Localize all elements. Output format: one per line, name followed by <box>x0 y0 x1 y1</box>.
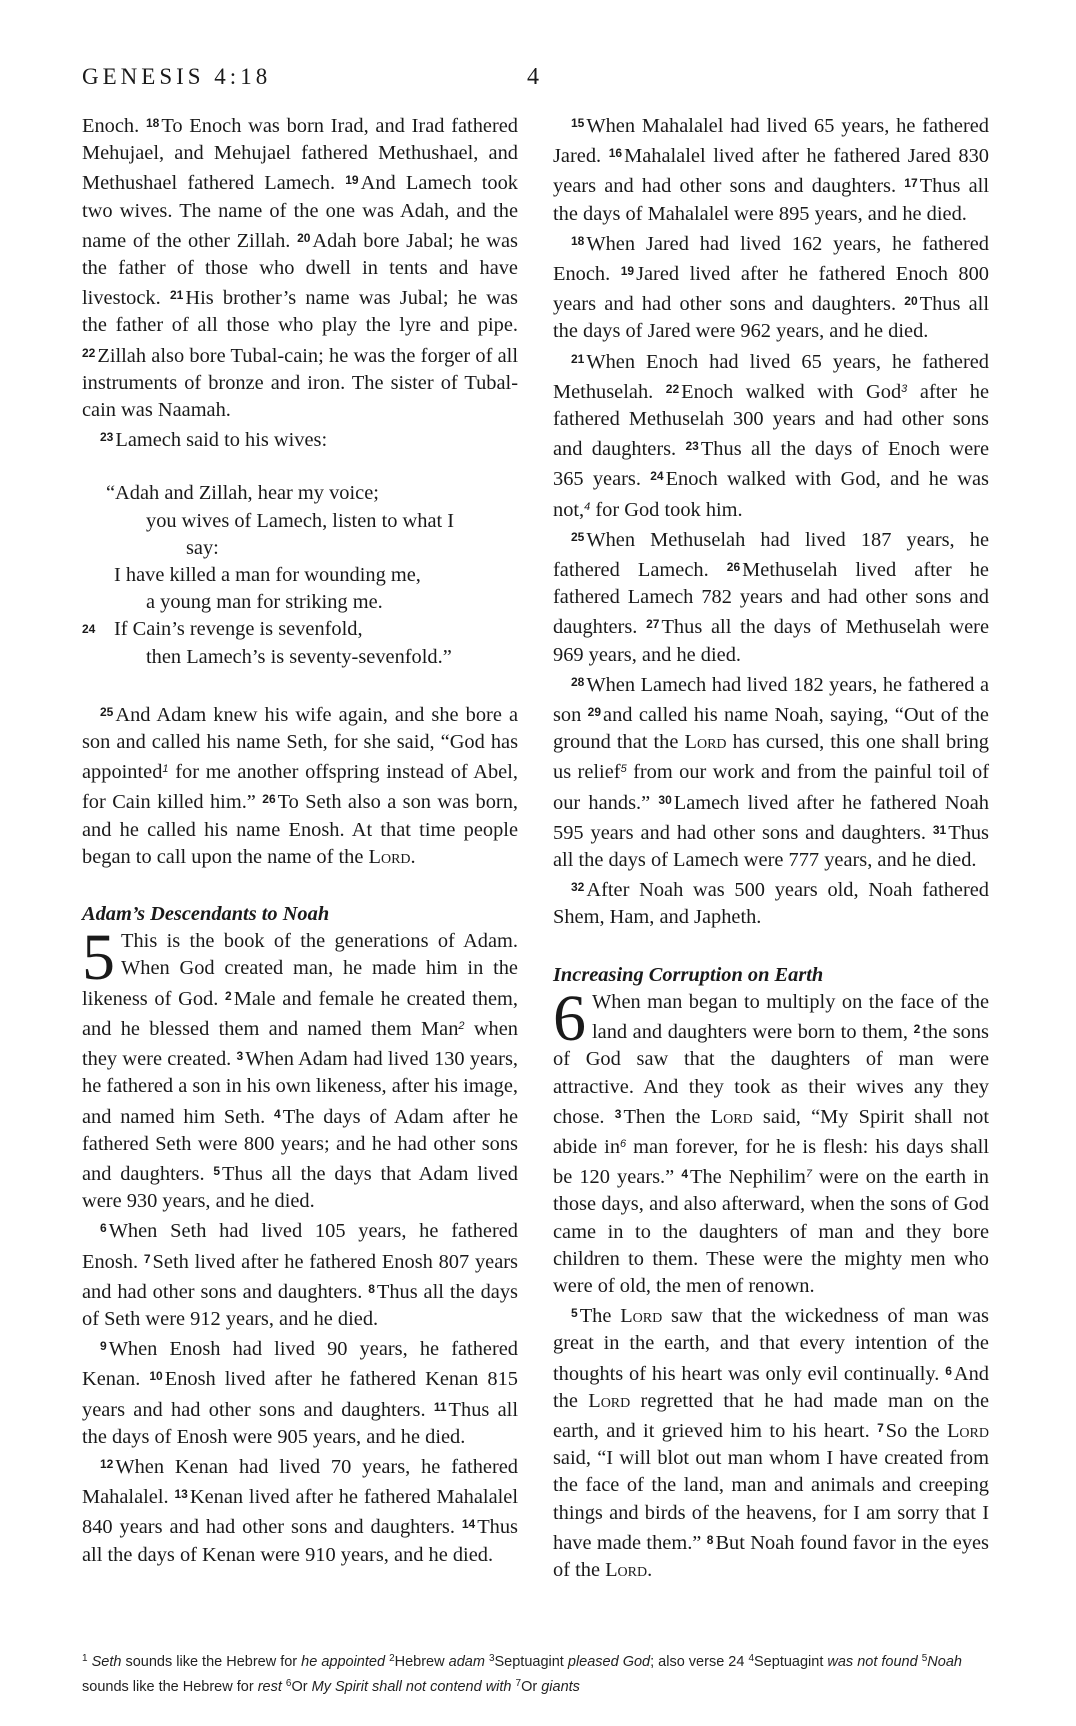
poem-line: then Lamech’s is seventy-sevenfold.” <box>146 645 452 668</box>
verse-number: 24 <box>82 622 96 637</box>
verse-number: 21 <box>571 351 585 366</box>
footnote-marker: 2 <box>458 1019 465 1032</box>
verse-number: 4 <box>274 1106 281 1121</box>
verse-number: 10 <box>149 1369 163 1384</box>
poem-line: you wives of Lamech, listen to what I <box>146 509 455 532</box>
paragraph: $^{28}$When Lamech had lived 182 years, he fathered a son $^{29}$and called his name Noah, saying, “Out of the ground that the Lord has cursed, this one shall bring us relief$^5$ from our work and from the painful toil of our hands.” $^{30}$Lamech lived after he fathered Noah 595 years and had other sons and daughters. $^{31}$Thus all the days of Lamech were 777 years, and he died. <box>553 673 989 872</box>
verse-number: 11 <box>433 1399 447 1414</box>
poem-line: 24 If Cain’s revenge is sevenfold, <box>82 616 518 643</box>
paragraph: $^{15}$When Mahalalel had lived 65 years, he fathered Jared. $^{16}$Mahalalel lived after he fathered Jared 830 years and had other sons and daughters. $^{17}$Thus all the days of Mahalalel were 895 years, and he died. <box>553 115 990 225</box>
verse-number: 19 <box>620 264 635 279</box>
left-column <box>82 110 518 1569</box>
verse-number: 20 <box>297 230 311 245</box>
verse-number: 25 <box>571 529 585 544</box>
poem-line: say: <box>186 536 219 559</box>
paragraph: Enoch. $^{18}$To Enoch was born Irad, and Irad fathered Mehujael, and Mehujael fathered Methushael, and Methushael fathered Lamech. $^{19}$And Lamech took two wives. The name of the one was Adah, and the name of the other Zillah. $^{20}$Adah bore Jabal; he was the father of those who dwell in tents and have livestock. $^{21}$His brother’s name was Jubal; he was the father of all those who play the lyre and pipe. $^{22}$Zillah also bore Tubal-cain; he was the forger of all instruments of bronze and iron. The sister of Tubal-cain was Naamah. <box>82 115 518 422</box>
chapter-number: 5 <box>82 921 115 995</box>
chapter-5-paragraph: 5 This is the book of the generations of Adam. When God created man, he made him in the likeness of God. $^2$Male and female he created them, and he blessed them and named them Man$^2$ when they were created. $^3$When Adam had lived 130 years, he fathered a son in his own likeness, after his image, and named him Seth. $^4$The days of Adam after he fathered Seth were 800 years; and he had other sons and daughters. $^5$Thus all the days that Adam lived were 930 years, and he died. <box>82 921 519 1213</box>
paragraph: $^{32}$After Noah was 500 years old, Noah fathered Shem, Ham, and Japheth. <box>553 879 989 929</box>
verse-number: 7 <box>877 1420 884 1435</box>
verse-number: 5 <box>571 1306 578 1321</box>
paragraph: $^{23}$Lamech said to his wives: <box>100 429 328 452</box>
page-number: 4 <box>527 64 539 90</box>
paragraph: $^{25}$When Methuselah had lived 187 years, he fathered Lamech. $^{26}$Methuselah lived after he fathered Lamech 782 years and had other sons and daughters. $^{27}$Thus all the days of Methuselah were 969 years, and he died. <box>553 528 990 666</box>
verse-number: 23 <box>685 439 699 454</box>
footnote-marker: 6 <box>620 1137 627 1150</box>
verse-number: 27 <box>646 617 660 632</box>
poem-line: I have killed a man for wounding me, <box>114 564 421 587</box>
verse-number: 2 <box>913 1022 921 1037</box>
poem-line: a young man for striking me. <box>146 591 383 614</box>
paragraph: $^6$When Seth had lived 105 years, he fathered Enosh. $^7$Seth lived after he fathered Enosh 807 years and had other sons and daughters. $^8$Thus all the days of Seth were 912 years, and he died. <box>82 1220 518 1330</box>
verse-number: 3 <box>614 1106 622 1121</box>
verse-number: 22 <box>665 381 680 396</box>
running-head: GENESIS 4:18 <box>82 64 272 89</box>
poem-line: “Adah and Zillah, hear my voice; <box>106 482 379 505</box>
verse-number: 2 <box>225 988 232 1003</box>
paragraph: $^5$The Lord saw that the wickedness of man was great in the earth, and that every intention of the thoughts of his heart was only evil continually. $^6$And the Lord regretted that he had made man on the earth, and it grieved him to his heart. $^7$So the Lord said, “I will blot out man whom I have created from the face of the land, man and animals and creeping things and birds of the heavens, for I am sorry that I have made them.” $^8$But Noah found favor in the eyes of the Lord. <box>553 1305 990 1581</box>
verse-number: 7 <box>143 1251 151 1266</box>
paragraph: $^{12}$When Kenan had lived 70 years, he fathered Mahalalel. $^{13}$Kenan lived after he fathered Mahalalel 840 years and had other sons and daughters. $^{14}$Thus all the days of Kenan were 910 years, and he died. <box>82 1455 518 1566</box>
chapter-number: 6 <box>553 981 586 1055</box>
footnote-marker: 4 <box>584 500 591 513</box>
section-heading: Adam’s Descendants to Noah <box>82 903 330 926</box>
verse-number: 18 <box>145 116 160 130</box>
verse-number: 16 <box>608 146 623 161</box>
verse-number: 29 <box>587 705 602 720</box>
poem <box>82 480 518 670</box>
right-column <box>553 110 989 1584</box>
verse-number: 5 <box>213 1163 220 1178</box>
verse-number: 17 <box>904 176 918 191</box>
verse-number: 22 <box>82 345 96 360</box>
verse-number: 9 <box>100 1339 107 1354</box>
verse-number: 26 <box>726 560 741 575</box>
verse-number: 24 <box>650 469 664 484</box>
verse-number: 23 <box>100 430 114 445</box>
chapter-6-paragraph: 6 When man began to multiply on the face of the land and daughters were born to them, $^2$the sons of God saw that the daughters of man were attractive. And they took as their wives any they chose. $^3$Then the Lord said, “My Spirit shall not abide in$^6$ man forever, for he is flesh: his days shall be 120 years.” $^4$The Nephilim$^7$ were on the earth in those days, and also afterward, when the sons of God came in to the daughters of man and they bore children to them. These were the mighty men who were of old, the men of renown. <box>553 981 990 1297</box>
verse-number: 8 <box>368 1281 375 1296</box>
footnotes: $^1$ Seth sounds like the Hebrew for he appointed $^2$Hebrew adam $^3$Septuagint pleased God; also verse 24 $^4$Septuagint was not found $^5$Noah sounds like the Hebrew for rest $^6$Or My Spirit shall not contend with $^7$Or giants <box>82 1653 962 1695</box>
paragraph: $^9$When Enosh had lived 90 years, he fathered Kenan. $^{10}$Enosh lived after he fathered Kenan 815 years and had other sons and daughters. $^{11}$Thus all the days of Enosh were 905 years, and he died. <box>82 1338 518 1448</box>
section-heading: Increasing Corruption on Earth <box>553 963 824 986</box>
verse-number: 32 <box>571 880 585 895</box>
verse-number: 21 <box>169 288 184 303</box>
verse-number: 18 <box>571 233 585 248</box>
paragraph: $^{21}$When Enoch had lived 65 years, he fathered Methuselah. $^{22}$Enoch walked with God$^3$ after he fathered Methuselah 300 years and had other sons and daughters. $^{23}$Thus all the days of Enoch were 365 years. $^{24}$Enoch walked with God, and he was not,$^4$ for God took him. <box>553 350 989 521</box>
verse-number: 15 <box>571 116 585 130</box>
verse-number: 3 <box>236 1049 244 1064</box>
verse-number: 12 <box>100 1456 114 1471</box>
footnote-marker: 3 <box>901 382 908 395</box>
verse-number: 14 <box>461 1517 476 1532</box>
verse-number: 31 <box>932 822 947 837</box>
verse-number: 20 <box>904 294 918 309</box>
paragraph: $^{18}$When Jared had lived 162 years, he fathered Enoch. $^{19}$Jared lived after he fathered Enoch 800 years and had other sons and daughters. $^{20}$Thus all the days of Jared were 962 years, and he died. <box>553 232 990 343</box>
verse-number: 25 <box>100 704 114 719</box>
verse-number: 19 <box>345 173 359 188</box>
verse-number: 28 <box>571 674 585 689</box>
footnote-marker: 5 <box>620 763 627 776</box>
verse-number: 26 <box>262 792 276 807</box>
verse-number: 6 <box>100 1221 107 1236</box>
page-header <box>82 64 994 96</box>
verse-number: 6 <box>945 1363 952 1378</box>
verse-number: 4 <box>681 1167 688 1182</box>
footnote-marker: 7 <box>805 1168 812 1181</box>
verse-number: 13 <box>174 1487 188 1502</box>
verse-number: 30 <box>658 792 672 807</box>
verse-number: 8 <box>706 1532 714 1547</box>
footnote-marker: 1 <box>162 763 169 776</box>
paragraph: $^{25}$And Adam knew his wife again, and she bore a son and called his name Seth, for she said, “God has appointed$^1$ for me another offspring instead of Abel, for Cain killed him.” $^{26}$To Seth also a son was born, and he called his name Enosh. At that time people began to call upon the name of the Lord. <box>82 703 518 868</box>
